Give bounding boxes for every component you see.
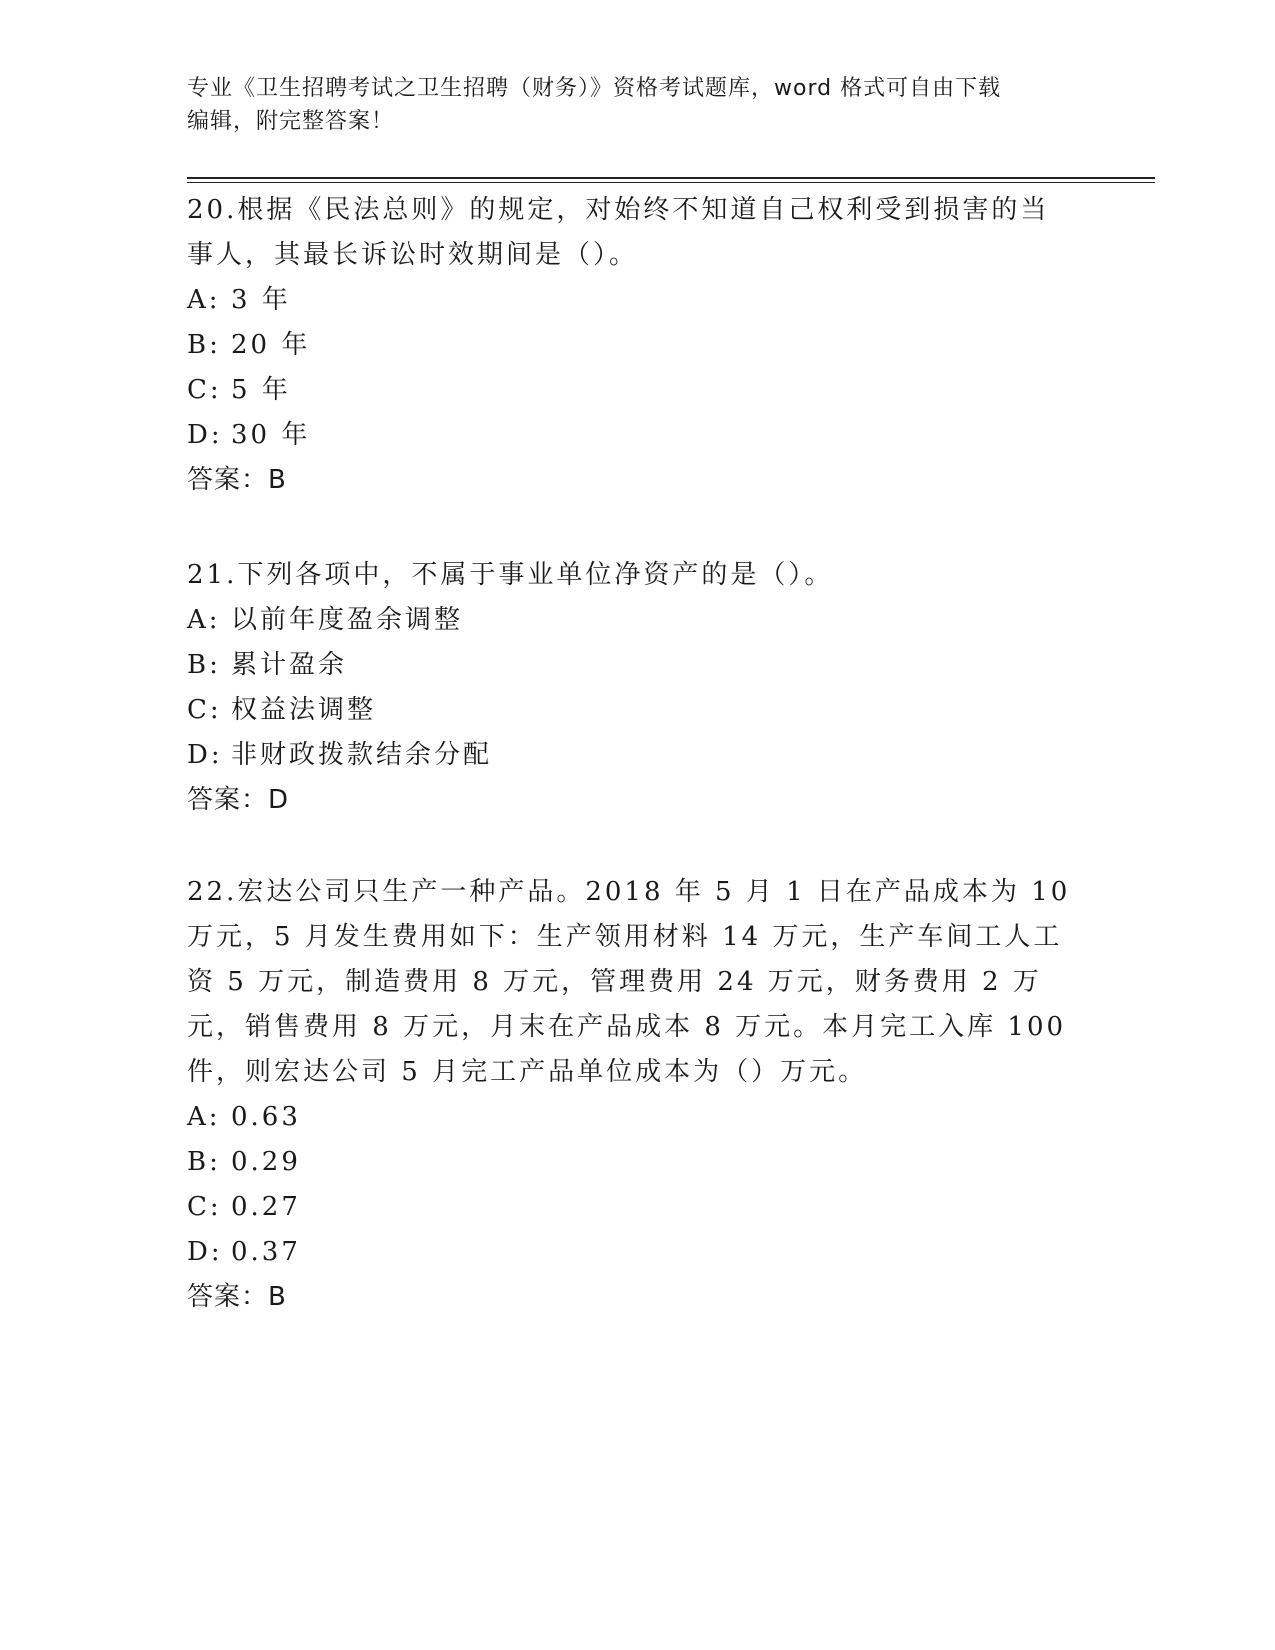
option-text: 20 年 (231, 330, 311, 360)
option-letter: B: (187, 330, 221, 360)
option-b (187, 1140, 1077, 1185)
option-text: 3 年 (231, 285, 291, 315)
option-letter: C: (187, 375, 222, 405)
option-text: 30 年 (231, 420, 311, 450)
answer-line: 答案：D (187, 785, 290, 815)
option-letter: D: (187, 1237, 223, 1267)
option-letter: A: (187, 605, 221, 635)
question-22 (187, 870, 1077, 1320)
option-letter: C: (187, 695, 222, 725)
header-line-2: 编辑，附完整答案！ (187, 109, 395, 134)
document-header (187, 72, 1087, 138)
option-letter: B: (187, 650, 221, 680)
option-d (187, 1230, 1077, 1275)
option-text: 权益法调整 (231, 695, 377, 725)
question-text: 21.下列各项中，不属于事业单位净资产的是（）。 (187, 560, 834, 590)
question-text: 20.根据《民法总则》的规定，对始终不知道自己权利受到损害的当事人，其最长诉讼时效期间是（）。 (187, 195, 1050, 270)
option-letter: D: (187, 740, 223, 770)
option-a (187, 1095, 1077, 1140)
option-text: 累计盈余 (231, 650, 348, 680)
option-d (187, 413, 1077, 458)
option-letter: D: (187, 420, 223, 450)
option-text: 0.63 (231, 1102, 301, 1132)
option-text: 5 年 (231, 375, 291, 405)
option-c (187, 688, 1077, 733)
option-a (187, 598, 1077, 643)
option-text: 非财政拨款结余分配 (231, 740, 493, 770)
option-b (187, 323, 1077, 368)
answer-line: 答案：B (187, 465, 287, 495)
option-letter: A: (187, 1102, 221, 1132)
option-d (187, 733, 1077, 778)
option-letter: B: (187, 1147, 221, 1177)
option-c (187, 368, 1077, 413)
option-letter: A: (187, 285, 221, 315)
question-text: 22.宏达公司只生产一种产品。2018 年 5 月 1 日在产品成本为 10 万元，5 月发生费用如下：生产领用材料 14 万元，生产车间工人工资 5 万元，制造费用 8 万元，管理费用 24 万元，财务费用 2 万元，销售费用 8 万元，月末在产品成本 8 万元。本月完工入库 100 件，则宏达公司 5 月完工产品单位成本为（）万元。 (187, 877, 1071, 1087)
option-text: 0.37 (231, 1237, 301, 1267)
question-21 (187, 553, 1077, 823)
header-line-1: 专业《卫生招聘考试之卫生招聘（财务）》资格考试题库，word 格式可自由下载 (187, 76, 1002, 101)
option-c (187, 1185, 1077, 1230)
option-text: 0.29 (231, 1147, 301, 1177)
header-divider-thin (187, 182, 1155, 183)
question-20 (187, 188, 1077, 503)
option-a (187, 278, 1077, 323)
option-b (187, 643, 1077, 688)
answer-line: 答案：B (187, 1282, 287, 1312)
option-text: 以前年度盈余调整 (231, 605, 464, 635)
option-text: 0.27 (231, 1192, 301, 1222)
header-divider-thick (187, 177, 1155, 179)
option-letter: C: (187, 1192, 222, 1222)
